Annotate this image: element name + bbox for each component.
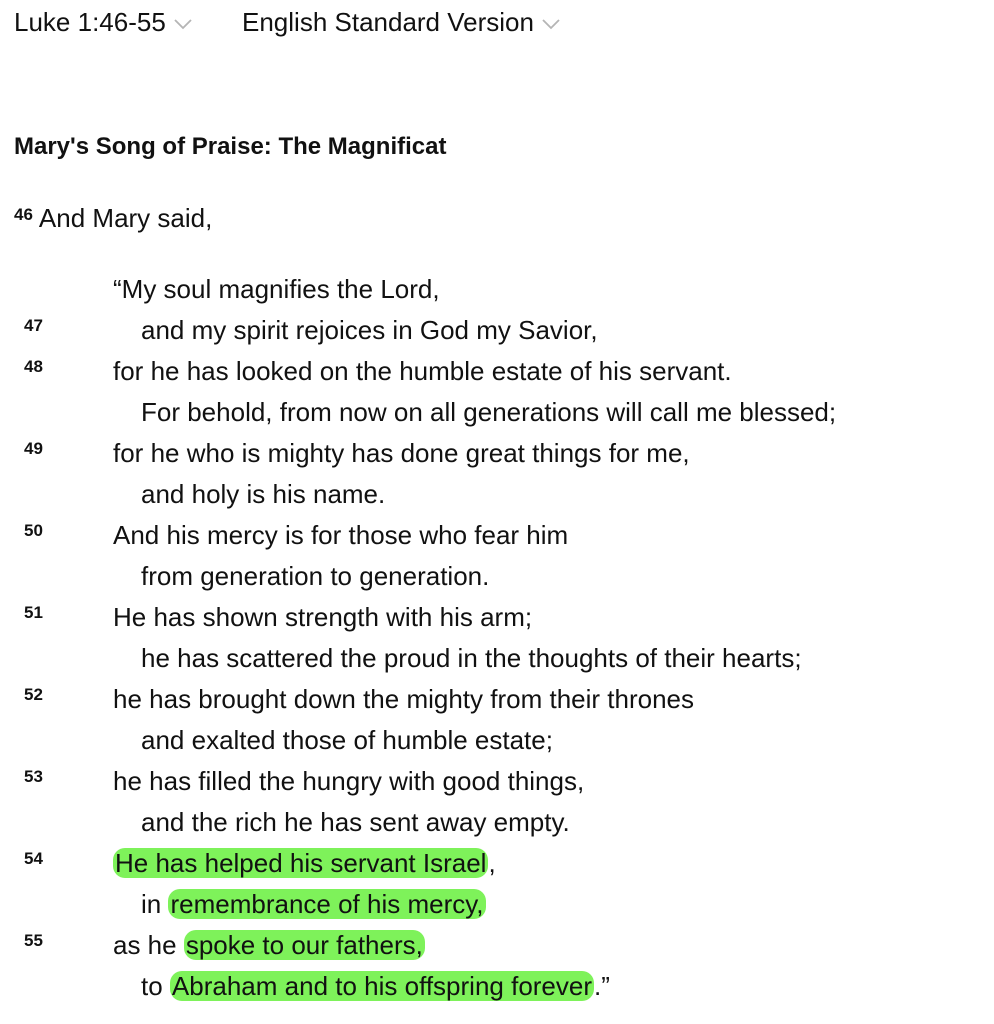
chevron-down-icon bbox=[540, 13, 562, 35]
line-text bbox=[141, 968, 610, 1004]
line-text-plain: For behold, from now on all generations will call me blessed; bbox=[141, 397, 837, 427]
line-text bbox=[113, 845, 496, 881]
poem-line bbox=[0, 271, 994, 312]
line-text bbox=[141, 476, 385, 512]
poem-line bbox=[0, 476, 994, 517]
highlighted-text[interactable]: remembrance of his mercy, bbox=[170, 889, 484, 919]
line-text bbox=[113, 435, 690, 471]
poem-line bbox=[0, 845, 994, 886]
line-text-plain: in bbox=[141, 889, 169, 919]
line-text-plain: he has filled the hungry with good things, bbox=[113, 766, 585, 796]
line-text bbox=[113, 599, 532, 635]
line-text bbox=[141, 804, 570, 840]
line-text-trailing: , bbox=[488, 848, 496, 878]
poem-line bbox=[0, 886, 994, 927]
line-text bbox=[141, 394, 836, 430]
line-text-plain: and holy is his name. bbox=[141, 479, 386, 509]
line-text bbox=[113, 763, 584, 799]
line-text bbox=[113, 927, 425, 963]
verse-number: 47 bbox=[24, 316, 43, 335]
passage-selector[interactable] bbox=[14, 6, 194, 38]
line-text-plain: he has brought down the mighty from their thrones bbox=[113, 684, 694, 714]
verse-number: 55 bbox=[24, 931, 43, 950]
poem-line bbox=[0, 763, 994, 804]
line-text-plain: as he bbox=[113, 930, 184, 960]
intro-line bbox=[14, 203, 212, 234]
line-text bbox=[141, 312, 598, 348]
line-text bbox=[141, 640, 802, 676]
line-text-plain: for he has looked on the humble estate of his servant. bbox=[113, 356, 732, 386]
poem-body bbox=[0, 271, 994, 1009]
poem-line bbox=[0, 927, 994, 968]
highlighted-text[interactable]: Abraham and to his offspring forever bbox=[171, 971, 593, 1001]
line-text bbox=[113, 681, 694, 717]
line-text bbox=[141, 886, 486, 922]
verse-number: 54 bbox=[24, 849, 43, 868]
poem-line bbox=[0, 599, 994, 640]
chevron-down-icon bbox=[172, 13, 194, 35]
line-text-plain: he has scattered the proud in the thoughts of their hearts; bbox=[141, 643, 802, 673]
line-text-plain: and the rich he has sent away empty. bbox=[141, 807, 570, 837]
highlighted-text[interactable]: spoke to our fathers, bbox=[185, 930, 423, 960]
line-text-plain: from generation to generation. bbox=[141, 561, 490, 591]
verse-number: 52 bbox=[24, 685, 43, 704]
line-text-plain: for he who is mighty has done great things for me, bbox=[113, 438, 690, 468]
line-text-plain: He has shown strength with his arm; bbox=[113, 602, 533, 632]
poem-line bbox=[0, 558, 994, 599]
line-text bbox=[113, 271, 440, 307]
verse-number: 53 bbox=[24, 767, 43, 786]
line-text bbox=[141, 558, 489, 594]
version-selector[interactable] bbox=[242, 6, 562, 38]
line-text-plain: “My soul magnifies the Lord, bbox=[113, 274, 440, 304]
passage-label: Luke 1:46-55 bbox=[14, 6, 166, 37]
line-text-plain: and my spirit rejoices in God my Savior, bbox=[141, 315, 598, 345]
poem-line bbox=[0, 804, 994, 845]
verse-number: 49 bbox=[24, 439, 43, 458]
poem-line bbox=[0, 353, 994, 394]
verse-number: 50 bbox=[24, 521, 43, 540]
line-text bbox=[113, 517, 568, 553]
poem-line bbox=[0, 435, 994, 476]
poem-line bbox=[0, 968, 994, 1009]
verse-number: 46 bbox=[14, 205, 33, 224]
poem-line bbox=[0, 394, 994, 435]
highlighted-text[interactable]: He has helped his servant Israel bbox=[115, 848, 487, 878]
line-text bbox=[113, 353, 732, 389]
poem-line bbox=[0, 517, 994, 558]
section-heading: Mary's Song of Praise: The Magnificat bbox=[14, 133, 447, 160]
intro-text: And Mary said, bbox=[38, 203, 213, 233]
line-text bbox=[141, 722, 553, 758]
poem-line bbox=[0, 681, 994, 722]
line-text-trailing: .” bbox=[594, 971, 610, 1001]
version-label: English Standard Version bbox=[242, 6, 534, 37]
line-text-plain: And his mercy is for those who fear him bbox=[113, 520, 569, 550]
poem-line bbox=[0, 640, 994, 681]
poem-line bbox=[0, 312, 994, 353]
poem-line bbox=[0, 722, 994, 763]
verse-number: 48 bbox=[24, 357, 43, 376]
line-text-plain: to bbox=[141, 971, 170, 1001]
verse-number: 51 bbox=[24, 603, 43, 622]
line-text-plain: and exalted those of humble estate; bbox=[141, 725, 553, 755]
